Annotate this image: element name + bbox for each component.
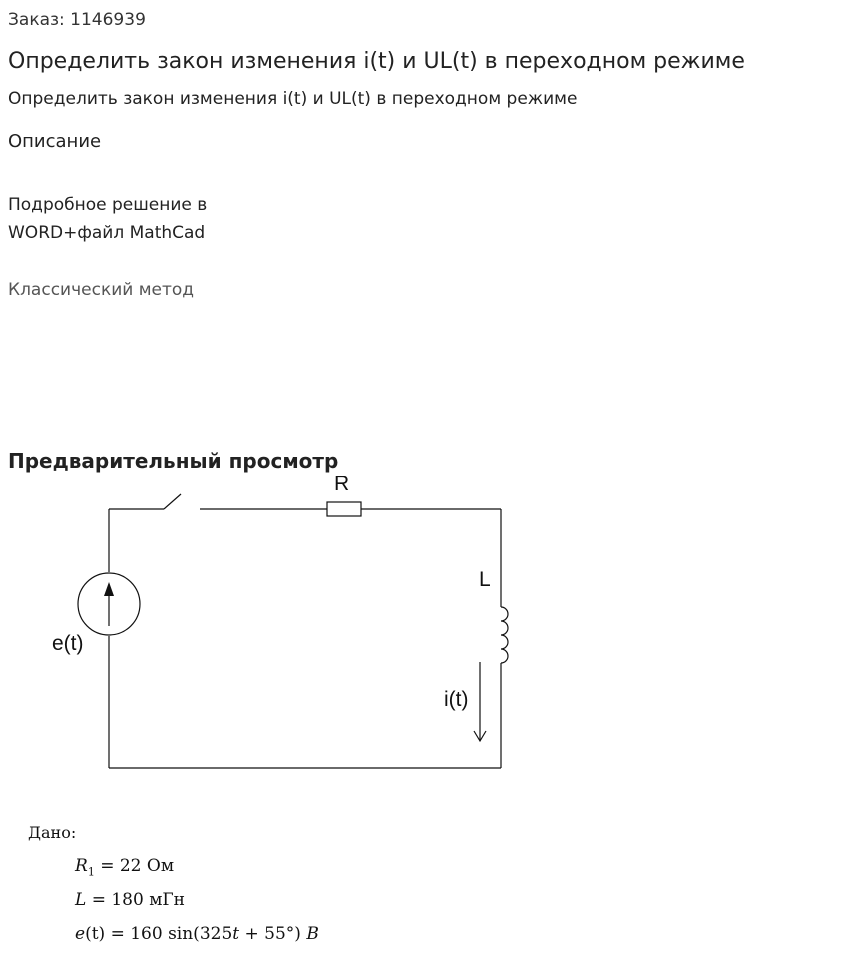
- preview-heading: Предварительный просмотр: [8, 449, 339, 473]
- given-inductance: L = 180 мГн: [75, 890, 186, 910]
- given-emf: e(t) = 160 sin(325t + 55°) B: [75, 924, 319, 944]
- resistor-label: R: [334, 476, 350, 495]
- method-text: Классический метод: [8, 280, 195, 300]
- source-label: e(t): [52, 632, 84, 655]
- switch-blade: [164, 494, 181, 509]
- inductor-coil: [501, 607, 508, 663]
- source-arrowhead: [104, 582, 114, 596]
- page-title: Определить закон изменения i(t) и UL(t) в переходном режиме: [8, 49, 745, 74]
- description-line: Подробное решение в: [8, 195, 208, 215]
- description-heading: Описание: [8, 131, 102, 152]
- description-line: WORD+файл MathCad: [8, 223, 206, 243]
- current-label: i(t): [444, 688, 469, 711]
- circuit-diagram: [0, 476, 560, 776]
- inductor-label: L: [479, 568, 491, 591]
- given-resistance: $R_1 = 22$ Ом: [75, 856, 175, 879]
- order-number: Заказ: 1146939: [8, 10, 146, 30]
- given-heading: Дано:: [28, 823, 77, 842]
- resistor-symbol: [327, 502, 361, 516]
- page-subtitle: Определить закон изменения i(t) и UL(t) в переходном режиме: [8, 89, 578, 109]
